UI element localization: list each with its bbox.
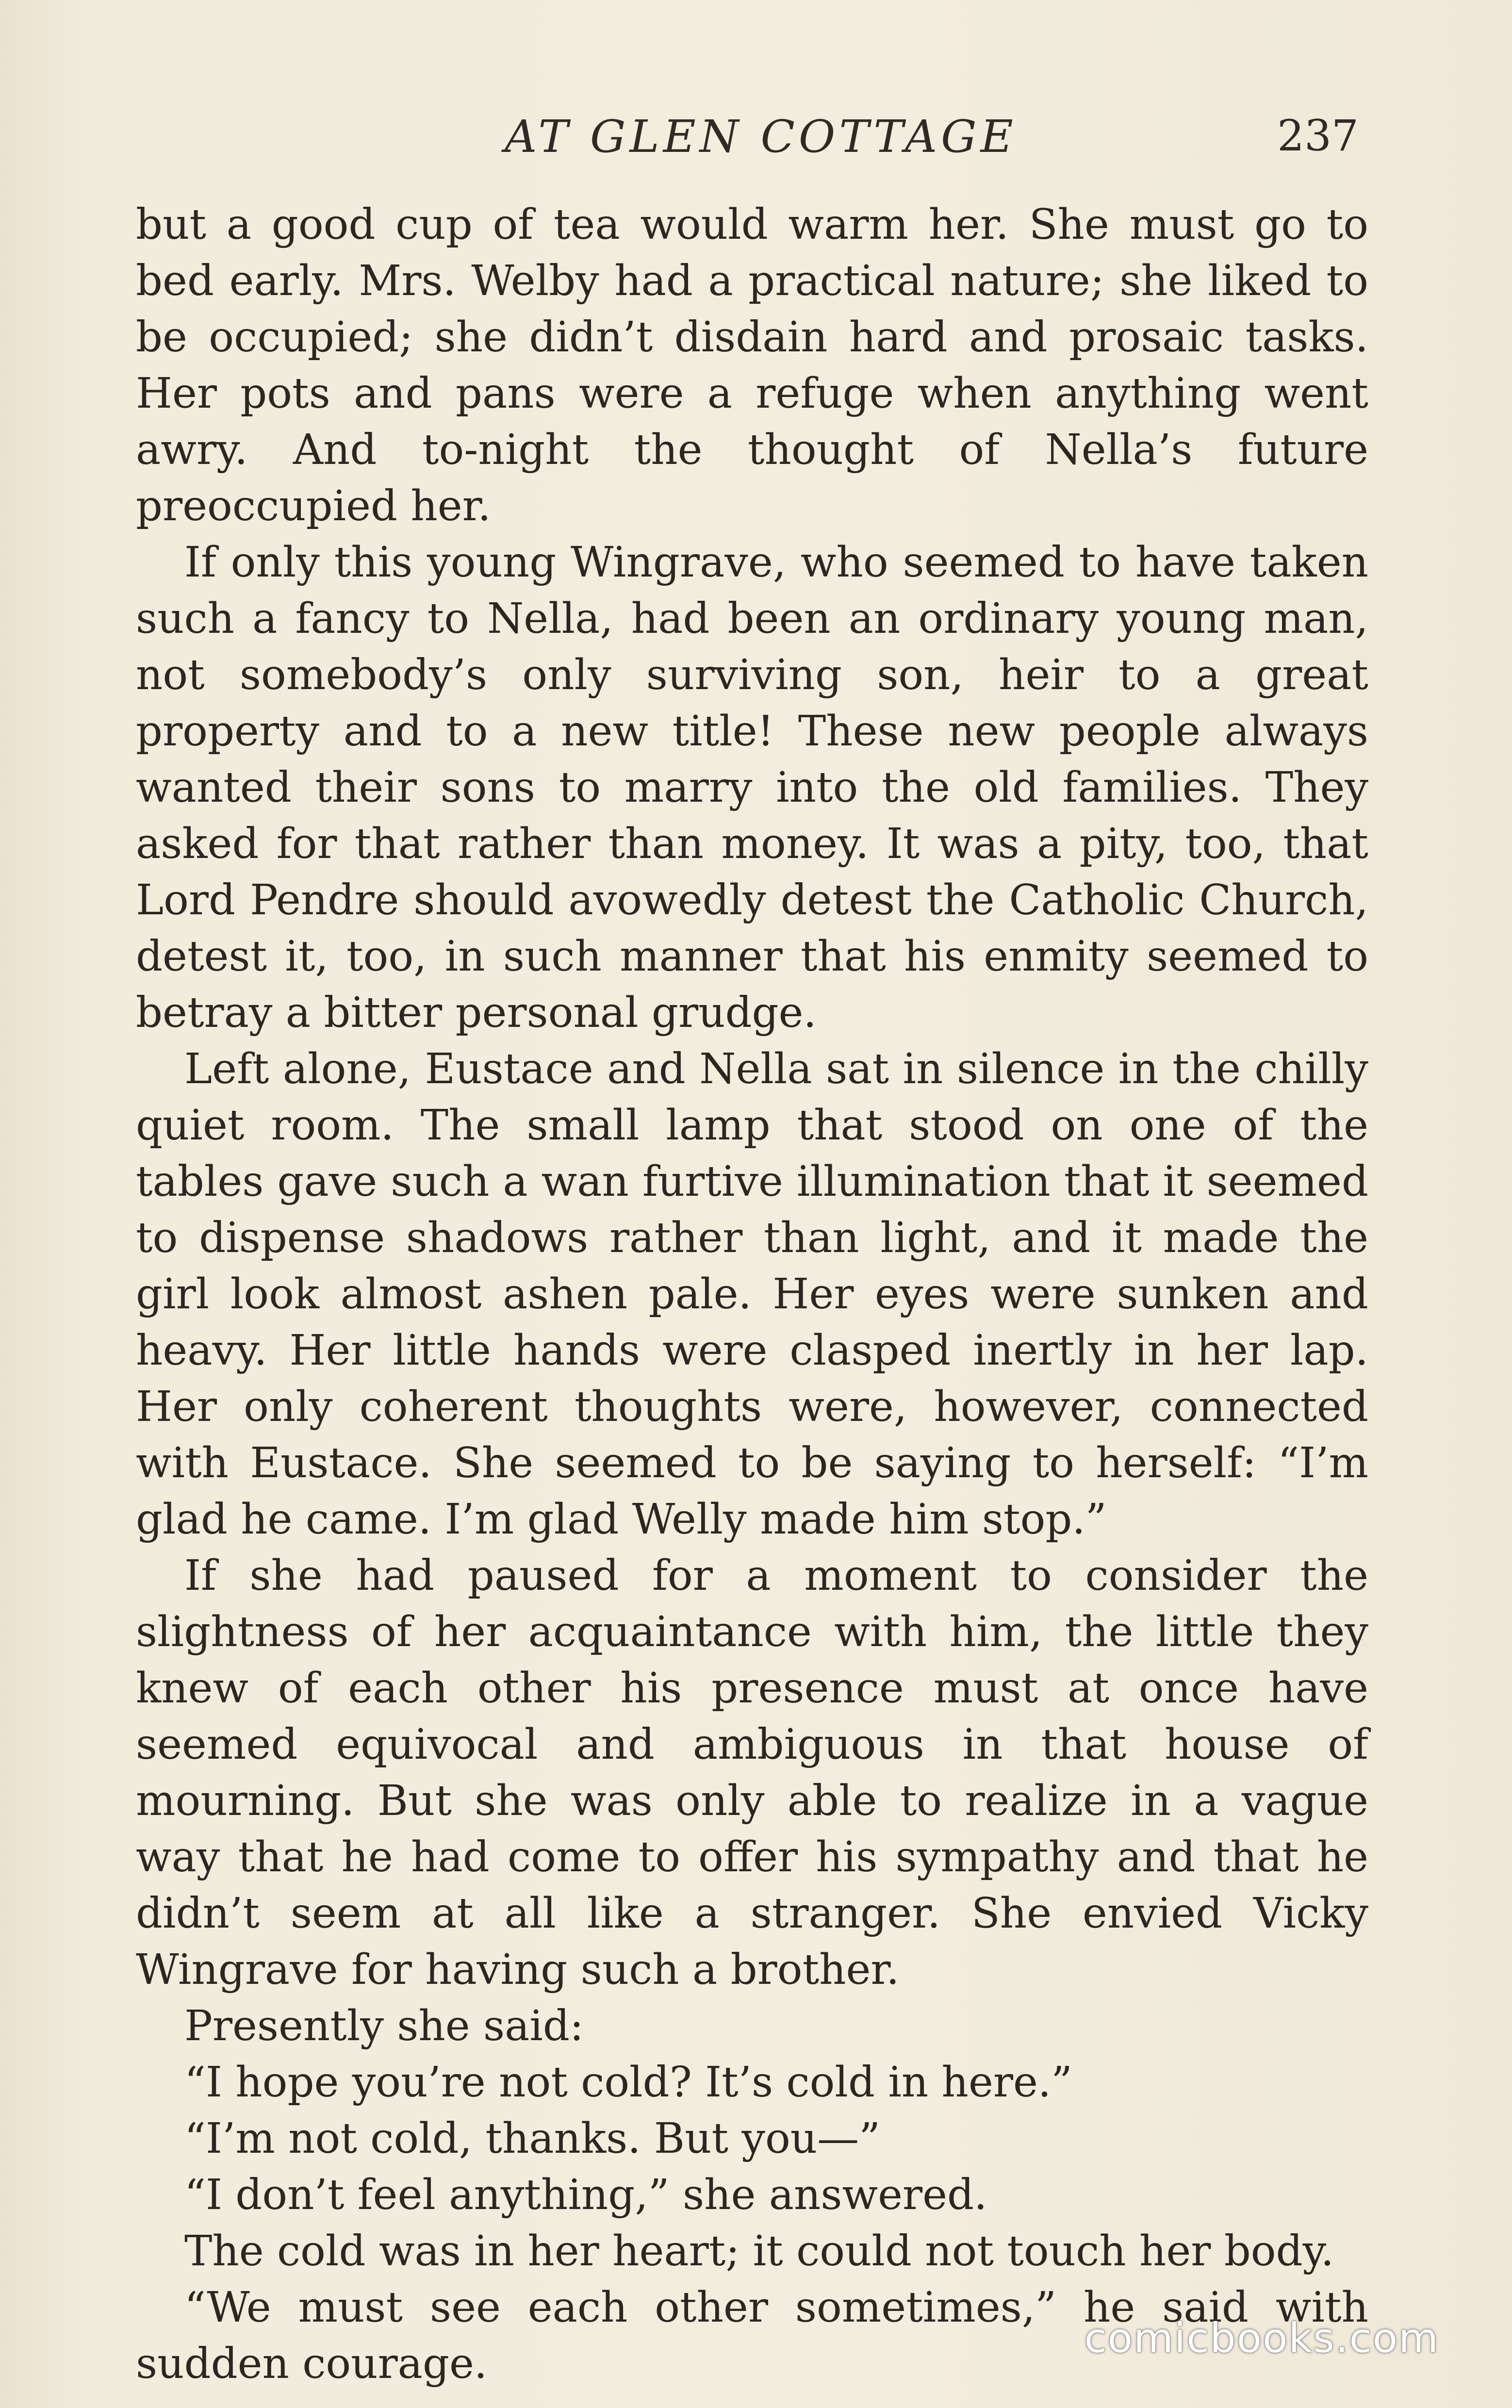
watermark: comicbooks.com bbox=[1084, 2314, 1439, 2362]
paragraph: “We must see each other sometimes,” he said with sudden courage. bbox=[136, 2283, 1368, 2388]
paragraph: If only this young Wingrave, who seemed to have taken such a fancy to Nella, had been an ordinary young man, not somebody’s only surviving son, heir to a great property and to a new title! These new people always wanted their sons to marry into the old families. They asked for that rather than money. It was a pity, too, that Lord Pendre should avowedly detest the Catholic Church, detest it, too, in such manner that his enmity seemed to betray a bitter personal grudge. bbox=[136, 538, 1368, 1037]
paragraph: “I hope you’re not cold? It’s cold in here.” bbox=[184, 2058, 1073, 2107]
paragraph: “I don’t feel anything,” she answered. bbox=[184, 2171, 987, 2219]
paragraph: The cold was in her heart; it could not touch her body. bbox=[184, 2227, 1334, 2276]
page-number: 237 bbox=[1277, 111, 1359, 161]
paragraph: Left alone, Eustace and Nella sat in silence in the chilly quiet room. The small lamp that stood on one of the tables gave such a wan furtive illumination that it seemed to dispense shadows rather than light, and it made the girl look almost ashen pale. Her eyes were sunken and heavy. Her little hands were clasped inertly in her lap. Her only coherent thoughts were, however, connected with Eustace. She seemed to be saying to herself: “I’m glad he came. I’m glad Welly made him stop.” bbox=[136, 1045, 1368, 1544]
running-title: AT GLEN COTTAGE bbox=[505, 111, 1017, 163]
page-header bbox=[136, 111, 1359, 174]
paragraph: “I’m not cold, thanks. But you—” bbox=[184, 2114, 881, 2163]
paragraph: Presently she said: bbox=[184, 2002, 584, 2050]
paragraph: but a good cup of tea would warm her. She must go to bed early. Mrs. Welby had a practical nature; she liked to be occupied; she didn’t disdain hard and prosaic tasks. Her pots and pans were a refuge when anything went awry. And to-night the thought of Nella’s future preoccupied her. bbox=[136, 200, 1368, 530]
body-text bbox=[136, 197, 1368, 2392]
paragraph: If she had paused for a moment to consider the slightness of her acquaintance with him, the little they knew of each other his presence must at once have seemed equivocal and ambiguous in that house of mourning. But she was only able to realize in a vague way that he had come to offer his sympathy and that he didn’t seem at all like a stranger. She envied Vicky Wingrave for having such a brother. bbox=[136, 1551, 1368, 1994]
